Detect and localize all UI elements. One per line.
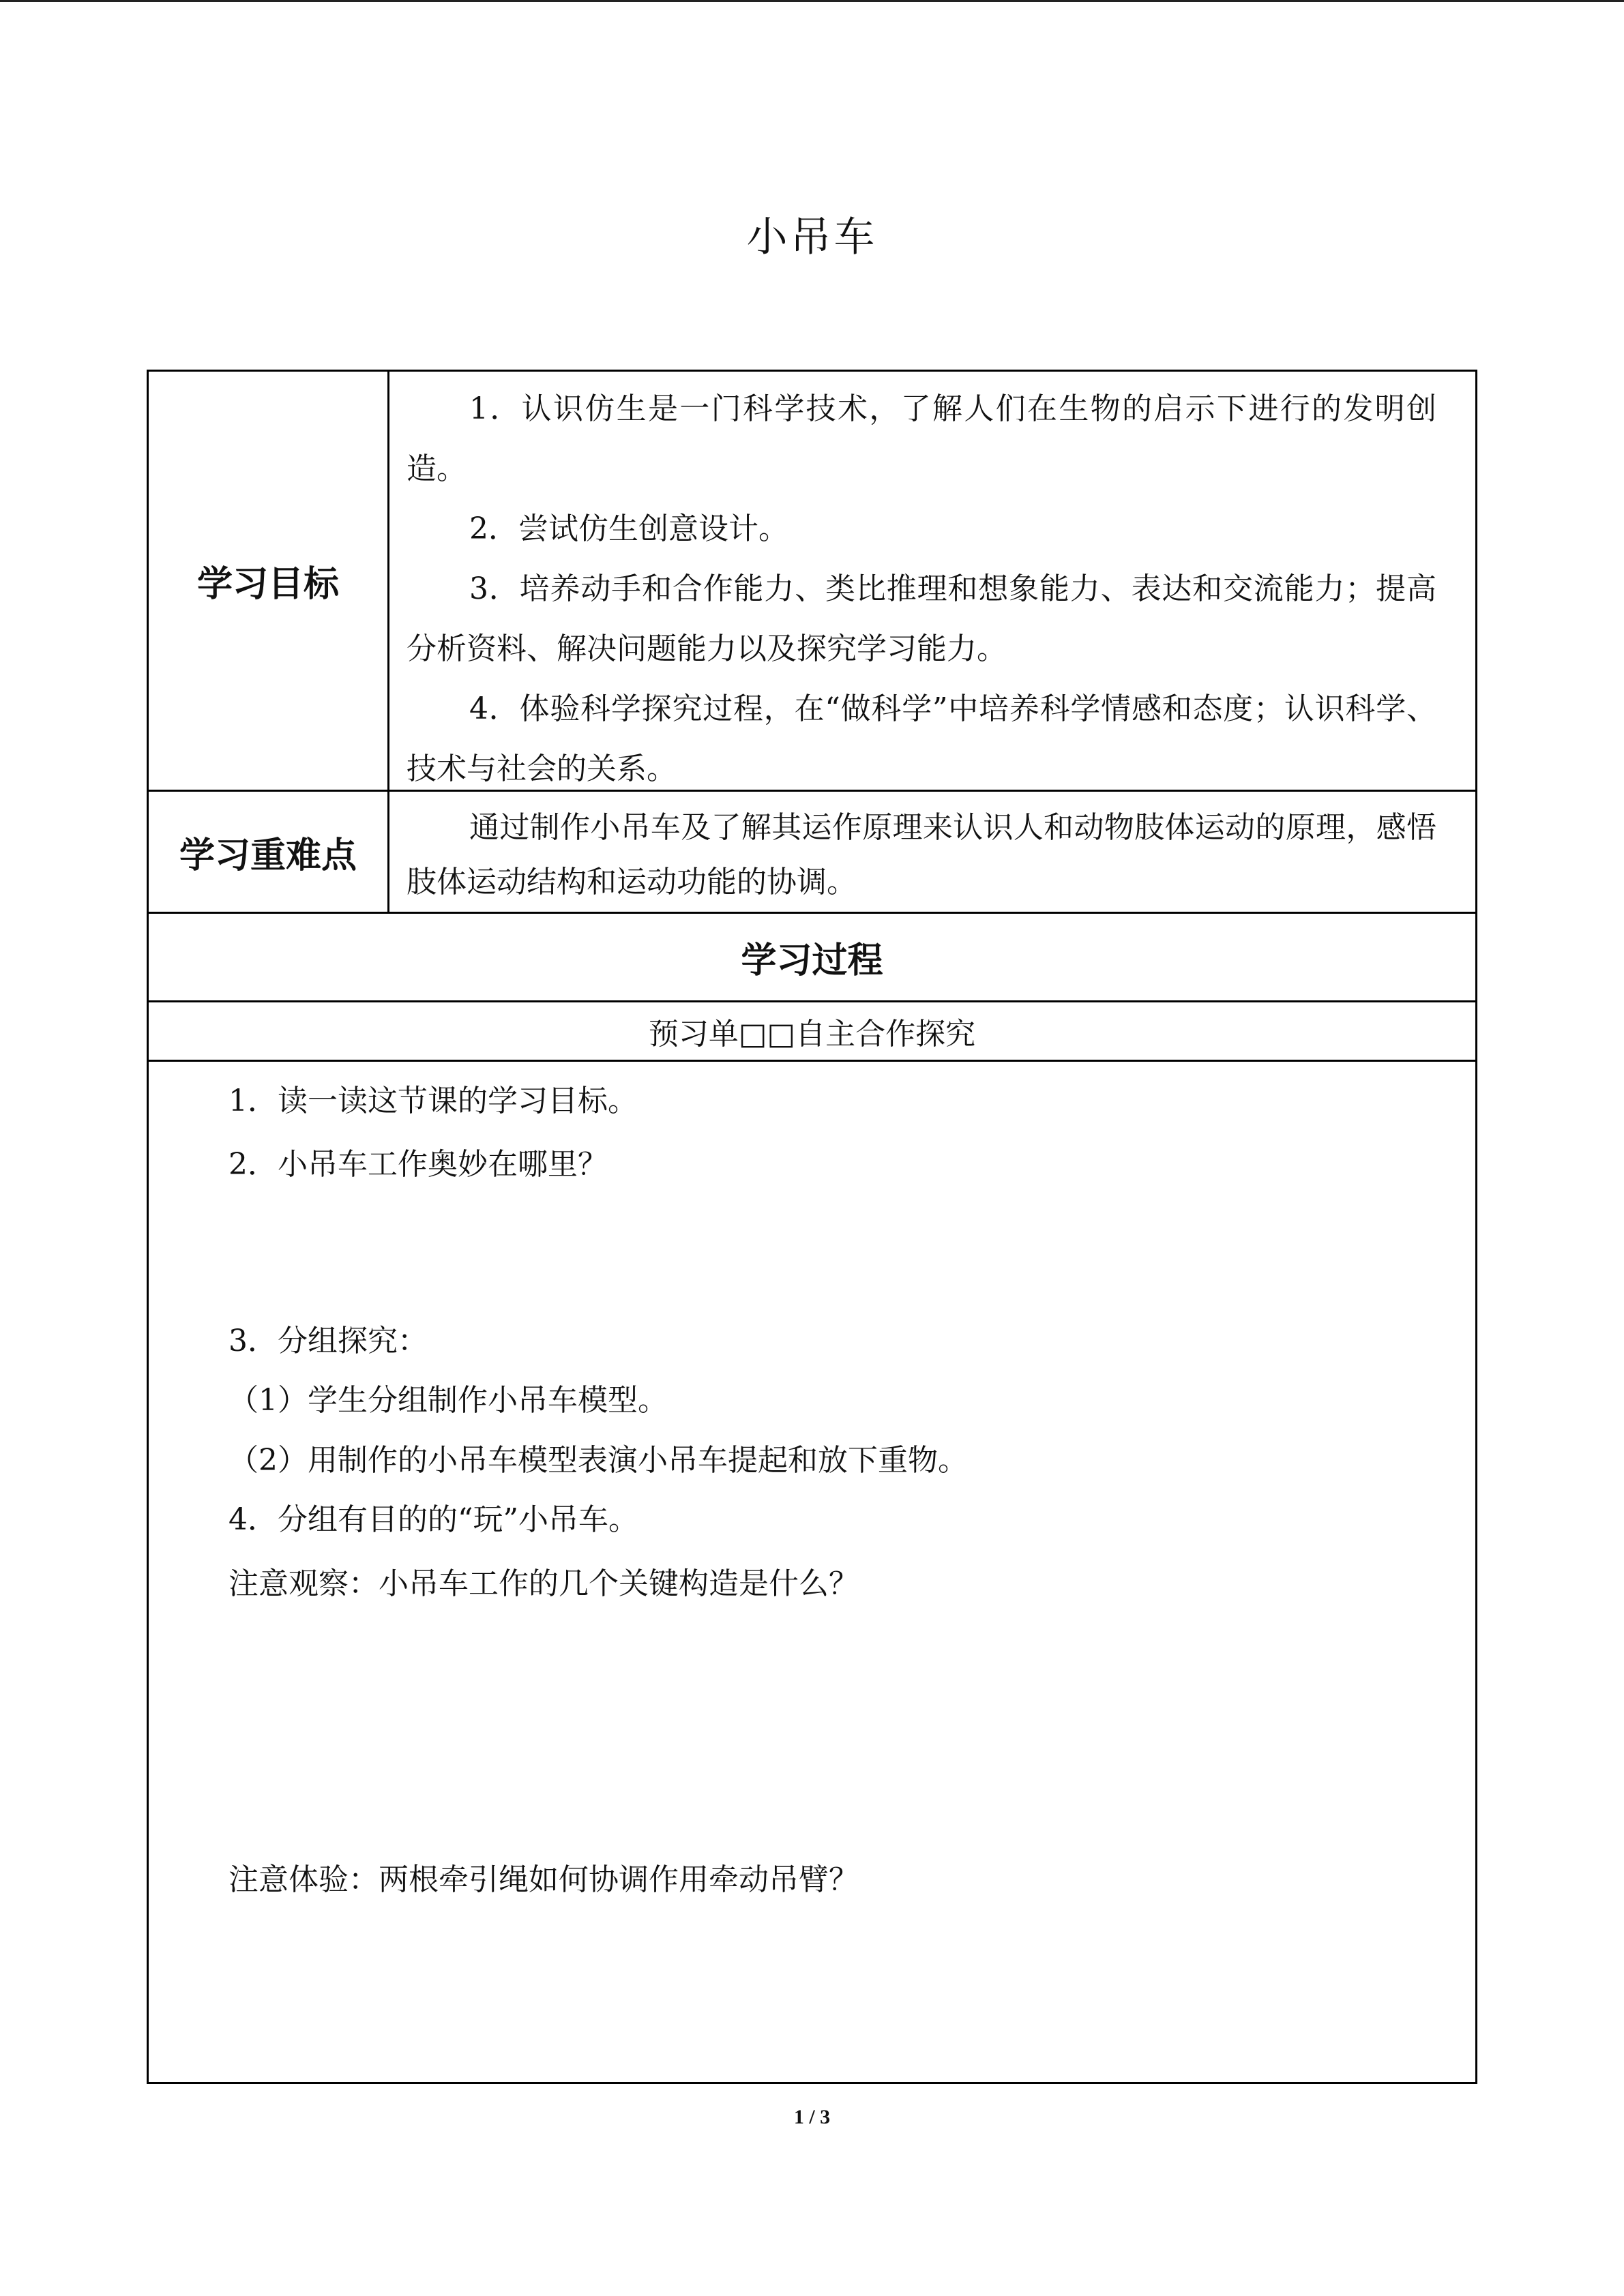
process-line-6: 4．分组有目的的“玩”小吊车。 xyxy=(228,1502,638,1537)
process-line-7: 注意观察：小吊车工作的几个关键构造是什么？ xyxy=(228,1566,859,1601)
process-line-3: 3．分组探究： xyxy=(228,1324,428,1358)
table-column-divider xyxy=(387,370,389,914)
subtitle-cell xyxy=(149,1002,1475,1060)
table-border-right xyxy=(1475,370,1477,2084)
table-border-bottom xyxy=(147,2082,1477,2084)
key-points-label: 学习重难点 xyxy=(179,835,357,876)
objective-item-1: 1．认识仿生是一门科学技术，了解人们在生物的启示下进行的发明创造。 xyxy=(407,391,1436,486)
objective-item-4: 4．体验科学探究过程，在“做科学”中培养科学情感和态度；认识科学、技术与社会的关系。 xyxy=(407,691,1436,786)
page-number: 1 / 3 xyxy=(793,2106,831,2128)
process-line-5: （2）用制作的小吊车模型表演小吊车提起和放下重物。 xyxy=(228,1443,968,1478)
process-line-4: （1）学生分组制作小吊车模型。 xyxy=(228,1383,668,1418)
document-title: 小吊车 xyxy=(746,213,878,261)
key-points-text: 通过制作小吊车及了解其运作原理来认识人和动物肢体运动的原理，感悟肢体运动结构和运动功能的协调。 xyxy=(407,810,1436,899)
top-border-line xyxy=(0,0,1624,2)
table-border-row4 xyxy=(147,1060,1477,1062)
objective-item-2: 2．尝试仿生创意设计。 xyxy=(469,511,788,546)
process-line-2: 2．小吊车工作奥妙在哪里？ xyxy=(228,1147,608,1182)
process-title-cell xyxy=(149,914,1475,1000)
process-line-1: 1．读一读这节课的学习目标。 xyxy=(228,1084,638,1118)
process-line-8: 注意体验：两根牵引绳如何协调作用牵动吊臂？ xyxy=(228,1862,859,1897)
objectives-label: 学习目标 xyxy=(196,564,339,605)
preview-sheet-subtitle: 预习单□□自主合作探究 xyxy=(648,1017,976,1052)
objective-item-3: 3．培养动手和合作能力、类比推理和想象能力、表达和交流能力；提高分析资料、解决问题能力以及探究学习能力。 xyxy=(407,571,1436,666)
process-title: 学习过程 xyxy=(741,940,883,981)
